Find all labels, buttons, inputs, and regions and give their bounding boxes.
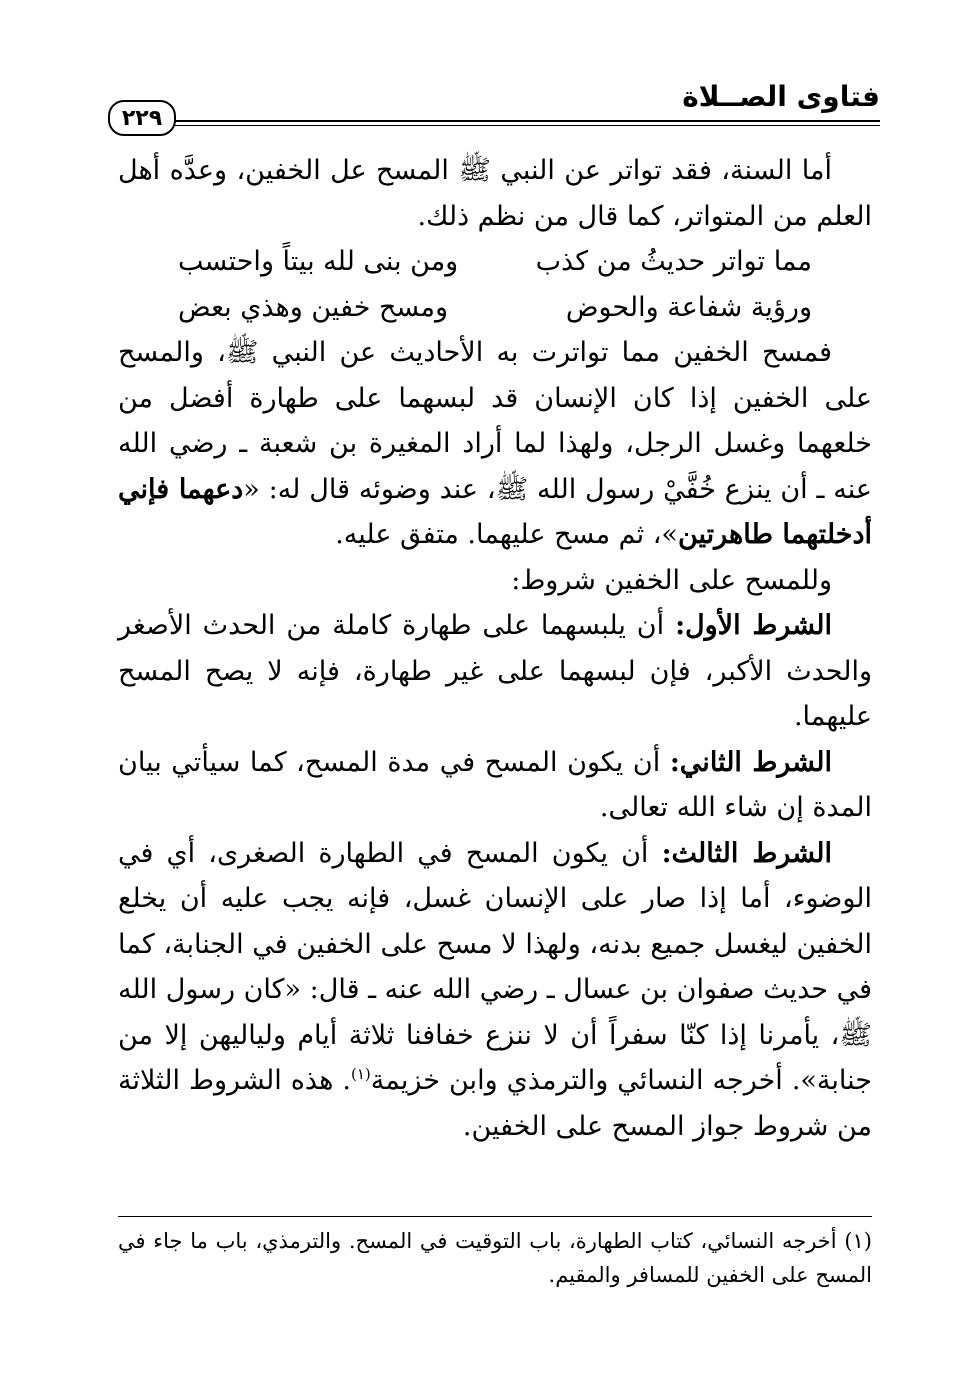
paragraph-text: فمسح الخفين مما تواترت به الأحاديث عن النبي ﷺ، والمسح على الخفين إذا كان الإنسان قد لبسهما على طهارة أفضل من خلعهما وغسل الرجل، ولهذا لما أراد المغيرة بن شعبة ـ رضي الله عنه ـ أن ينزع خُفَّيْ رسول الله ﷺ، عند وضوئه قال له: « (118, 337, 872, 505)
poem-verse (118, 285, 872, 331)
verse-hemistich: ومن بنى لله بيتاً واحتسب (178, 246, 459, 277)
condition-label: الشرط الأول: (675, 610, 833, 641)
footnote-text: (١) أخرجه النسائي، كتاب الطهارة، باب التوقيت في المسح. والترمذي، باب ما جاء في المسح على الخفين للمسافر والمقيم. (118, 1229, 872, 1287)
paragraph-masah (118, 330, 872, 558)
verse-hemistich: مما تواتر حديثُ من كذب (535, 246, 812, 277)
condition-text: أن يكون المسح في الطهارة الصغرى، أي في الوضوء، أما إذا صار على الإنسان غسل، فإنه يجب عليه أن يخلع الخفين ليغسل جميع بدنه، ولهذا لا مسح على الخفين في الجنابة، كما في حديث صفوان بن عسال ـ رضي الله عنه ـ قال: «كان رسول الله ﷺ، يأمرنا إذا كنّا سفراً أن لا ننزع خفافنا ثلاثة أيام ولياليهن إلا من جنابة». أخرجه النسائي والترمذي وابن خزيمة (118, 837, 872, 1096)
verse-hemistich: ورؤية شفاعة والحوض (565, 291, 812, 323)
paragraph-text: »، ثم مسح عليهما. متفق عليه. (335, 519, 678, 550)
condition-label: الشرط الثالث: (661, 837, 833, 869)
poem-verse (118, 239, 872, 285)
footnote-reference: (١) (350, 1065, 371, 1083)
page-number: ٢٢٩ (108, 100, 176, 136)
footnote (118, 1224, 872, 1292)
condition-label: الشرط الثاني: (669, 746, 832, 778)
header-rule (160, 120, 880, 126)
condition-text: أن يكون المسح في مدة المسح، كما سيأتي بيان المدة إن شاء الله تعالى. (118, 746, 872, 823)
paragraph-sunnah: أما السنة، فقد تواتر عن النبي ﷺ المسح عل الخفين، وعدَّه أهل العلم من المتواتر، كما قال من نظم ذلك. (118, 155, 872, 232)
running-header-title: فتاوى الصــلاة (682, 80, 880, 113)
verse-hemistich: ومسح خفين وهذي بعض (178, 291, 449, 323)
paragraph-conditions-intro: وللمسح على الخفين شروط: (511, 564, 832, 596)
main-text (118, 148, 872, 1149)
condition-text: أن يلبسهما على طهارة كاملة من الحدث الأصغر والحدث الأكبر، فإن لبسهما على غير طهارة، فإنه لا يصح المسح عليهما. (118, 610, 872, 732)
footnote-rule (118, 1216, 872, 1217)
condition-first (118, 603, 872, 740)
hadith-quote: دعهما فإني أدخلتهما طاهرتين (118, 473, 872, 550)
condition-second (118, 740, 872, 831)
condition-text: . هذه الشروط الثلاثة من شروط جواز المسح على الخفين. (118, 1065, 872, 1142)
condition-third (118, 831, 872, 1150)
poem (118, 239, 872, 330)
